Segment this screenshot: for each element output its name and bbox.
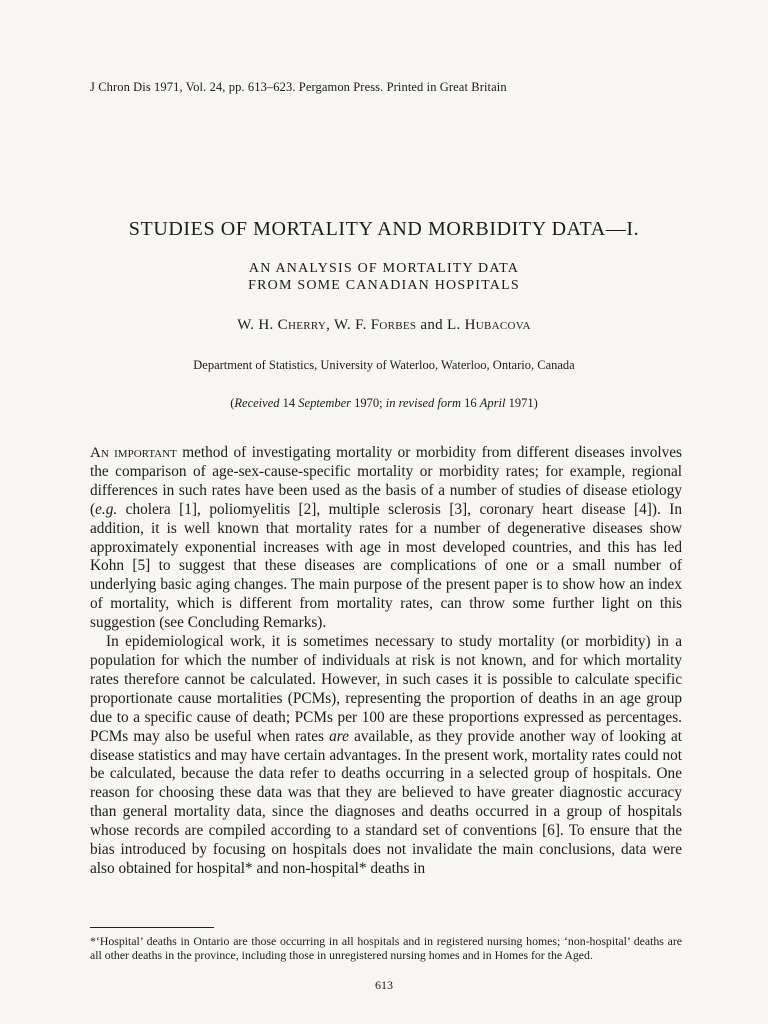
paragraph-2-text-a: In epidemiological work, it is sometimes necessary to study mortality (or morbidity) in a population for which the number of individuals at risk is not known, and for which mortality rates therefore cannot be calculated. However, in such cases it is possible to calculate specific proportionate cause mortalities (PCMs), representing the proportion of deaths in an age group due to a specific cause of death; PCMs per 100 are these proportions expressed as percentages. PCMs may also be useful when rates <box>90 633 682 745</box>
article-body <box>90 444 682 879</box>
author-2-surname: Forbes <box>370 317 417 333</box>
footnote: *‘Hospital’ deaths in Ontario are those occurring in all hospitals and in registered nursing homes; ‘non-hospital’ deaths are all other deaths in the province, including those in unregistered nursing homes and in Homes for the Aged. <box>90 934 682 963</box>
paragraph-1-text-a: method of investigating mortality or morbidity from different diseases involves the comparison of age-sex-cause-specific mortality or morbidity rates; for example, regional differences in such rates have been used as the basis of a number of studies of disease etiology ( <box>90 444 682 518</box>
lead-in: An important <box>90 445 177 461</box>
footnote-divider <box>90 927 214 928</box>
paragraph-1-text-b: cholera [1], poliomyelitis [2], multiple sclerosis [3], coronary heart disease [4]). In addition, it is well known that mortality rates for a number of degenerative diseases show approximately exponential increases with age in most developed countries, and this has led Kohn [5] to suggest that these diseases are complications of one or a small number of underlying basic aging changes. The main purpose of the present paper is to show how an index of mortality, which is different from mortality rates, can throw some further light on this suggestion (see Concluding Remarks). <box>90 500 682 632</box>
received-open-paren: ( <box>230 396 235 410</box>
page-number: 613 <box>375 978 393 992</box>
author-separator: and <box>416 317 447 333</box>
article-title: STUDIES OF MORTALITY AND MORBIDITY DATA—I. <box>128 218 640 240</box>
author-3-surname: Hubacova <box>464 317 531 333</box>
revised-year: 1971) <box>505 396 538 410</box>
subtitle-line-1: AN ANALYSIS OF MORTALITY DATA <box>248 261 520 276</box>
are-emphasis: are <box>329 727 349 745</box>
revised-month: April <box>479 396 506 410</box>
paragraph-1 <box>90 444 682 633</box>
revised-day: 16 <box>461 396 480 410</box>
author-list <box>0 317 768 334</box>
article-subtitle <box>0 260 768 294</box>
received-month: September <box>298 396 352 410</box>
affiliation: Department of Statistics, University of Waterloo, Waterloo, Ontario, Canada <box>193 358 575 372</box>
received-year: 1970; <box>351 396 386 410</box>
paragraph-2 <box>90 633 682 879</box>
received-label: Received <box>234 396 280 410</box>
author-2-initials: W. F. <box>333 317 371 333</box>
author-1-surname: Cherry <box>277 317 327 333</box>
author-1-initials: W. H. <box>237 317 278 333</box>
received-dates <box>0 396 768 411</box>
author-3-initials: L. <box>446 317 465 333</box>
journal-citation: J Chron Dis 1971, Vol. 24, pp. 613–623. Pergamon Press. Printed in Great Britain <box>90 80 507 94</box>
eg-abbrev: e.g. <box>95 500 118 518</box>
paragraph-2-text-b: available, as they provide another way of looking at disease statistics and may have certain advantages. In the present work, mortality rates could not be calculated, because the data refer to deaths occurring in a selected group of hospitals. One reason for choosing these data was that they are believed to have greater diagnostic accuracy than general mortality data, since the diagnoses and deaths occurred in a group of hospitals whose records are compiled according to a standard set of conventions [6]. To ensure that the bias introduced by focusing on hospitals does not invalidate the main conclusions, data were also obtained for hospital* and non-hospital* deaths in <box>90 727 683 877</box>
author-separator: , <box>326 317 334 333</box>
received-day: 14 <box>279 396 299 410</box>
subtitle-line-2: FROM SOME CANADIAN HOSPITALS <box>248 278 520 293</box>
revised-label: in revised form <box>385 396 461 410</box>
